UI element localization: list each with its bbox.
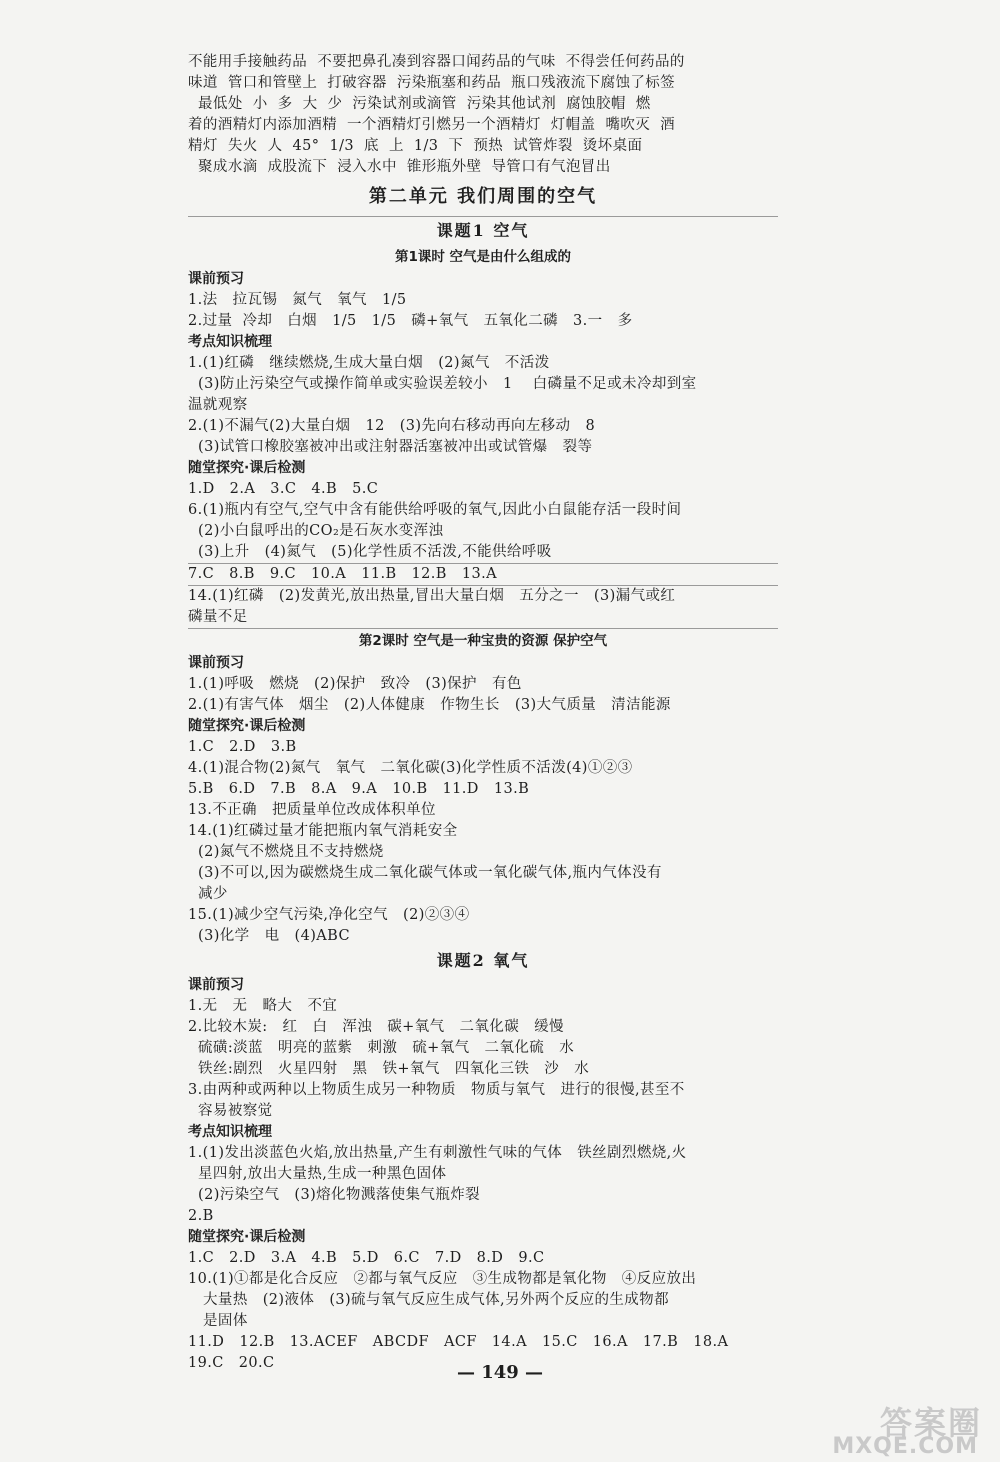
answer-line: 1.无 无 略大 不宜	[188, 998, 338, 1014]
answer-line: (3)不可以,因为碳燃烧生成二氧化碳气体或一氧化碳气体,瓶内气体没有	[188, 865, 662, 881]
answer-block	[188, 586, 778, 628]
answer-line: 温就观察	[188, 397, 248, 413]
watermark-text: 答案圈	[879, 1404, 982, 1442]
lesson2-title: 第2课时 空气是一种宝贵的资源 保护空气	[358, 633, 608, 649]
answer-line: 硫磺:淡蓝 明亮的蓝紫 刺激 硫+氧气 二氧化硫 水	[188, 1040, 575, 1056]
answer-line: (2)氮气不燃烧且不支持燃烧	[188, 844, 384, 860]
answer-line: 味道 管口和管壁上 打破容器 污染瓶塞和药品 瓶口残液流下腐蚀了标签	[188, 75, 676, 91]
answer-line: 11.D 12.B 13.ACEF ABCDF ACF 14.A 15.C 16.A 17.B 18.A	[188, 1334, 729, 1350]
answer-line: 2.(1)不漏气(2)大量白烟 12 (3)先向右移动再向左移动 8	[188, 418, 596, 434]
lesson1-title: 第1课时 空气是由什么组成的	[394, 249, 572, 265]
answer-line: (2)小白鼠呼出的CO₂是石灰水变浑浊	[188, 523, 444, 539]
answer-line: 1.(1)呼吸 燃烧 (2)保护 致冷 (3)保护 有色	[188, 676, 522, 692]
answer-line: (3)上升 (4)氮气 (5)化学性质不活泼,不能供给呼吸	[188, 544, 552, 560]
watermark-logo	[792, 1398, 982, 1458]
answer-line: 1.D 2.A 3.C 4.B 5.C	[188, 481, 379, 497]
answer-line: 精灯 失火 人 45° 1/3 底 上 1/3 下 预热 试管炸裂 烫坏桌面	[188, 138, 643, 154]
answer-line: 1.C 2.D 3.B	[188, 739, 297, 755]
answer-line: 1.(1)红磷 继续燃烧,生成大量白烟 (2)氮气 不活泼	[188, 355, 550, 371]
answer-line: 是固体	[188, 1313, 248, 1329]
answer-line: 2.过量 冷却 白烟 1/5 1/5 磷+氧气 五氧化二磷 3.一 多	[188, 313, 633, 329]
answer-line: 1.(1)发出淡蓝色火焰,放出热量,产生有刺激性气味的气体 铁丝剧烈燃烧,火	[188, 1145, 687, 1161]
section-heading: 课前预习	[188, 655, 244, 671]
answer-line: 2.比较木炭: 红 白 浑浊 碳+氧气 二氧化碳 缓慢	[188, 1019, 564, 1035]
answer-block	[188, 1248, 778, 1374]
topic2-title: 课题2 氧气	[436, 951, 530, 970]
answer-line: 不能用手接触药品 不要把鼻孔凑到容器口闻药品的气味 不得尝任何药品的	[188, 54, 685, 70]
answer-line: 3.由两种或两种以上物质生成另一种物质 物质与氧气 进行的很慢,甚至不	[188, 1082, 685, 1098]
answer-line: 14.(1)红磷 (2)发黄光,放出热量,冒出大量白烟 五分之一 (3)漏气或红	[188, 588, 676, 604]
answer-line: (2)污染空气 (3)熔化物溅落使集气瓶炸裂	[188, 1187, 481, 1203]
answer-line: 星四射,放出大量热,生成一种黑色固体	[188, 1166, 447, 1182]
answer-line: (3)试管口橡胶塞被冲出或注射器活塞被冲出或试管爆 裂等	[188, 439, 593, 455]
answer-line: 10.(1)①都是化合反应 ②都与氧气反应 ③生成物都是氧化物 ④反应放出	[188, 1271, 697, 1287]
answer-line: 2.(1)有害气体 烟尘 (2)人体健康 作物生长 (3)大气质量 清洁能源	[188, 697, 671, 713]
answer-line: 14.(1)红磷过量才能把瓶内氧气消耗安全	[188, 823, 458, 839]
answer-line: 2.B	[188, 1208, 214, 1224]
answer-block	[188, 564, 778, 585]
answer-line: 6.(1)瓶内有空气,空气中含有能供给呼吸的氧气,因此小白鼠能存活一段时间	[188, 502, 682, 518]
answer-block	[188, 1143, 778, 1227]
answer-line: 铁丝:剧烈 火星四射 黑 铁+氧气 四氧化三铁 沙 水	[188, 1061, 590, 1077]
answer-block	[188, 479, 778, 563]
section-heading: 课前预习	[188, 977, 244, 993]
answer-line: 着的酒精灯内添加酒精 一个酒精灯引燃另一个酒精灯 灯帽盖 嘴吹灭 酒	[188, 117, 676, 133]
section-heading: 考点知识梳理	[188, 1124, 272, 1140]
section-heading: 考点知识梳理	[188, 334, 272, 350]
answer-line: 1.C 2.D 3.A 4.B 5.D 6.C 7.D 8.D 9.C	[188, 1250, 545, 1266]
answer-line: 13.不正确 把质量单位改成体积单位	[188, 802, 436, 818]
answer-line: 容易被察觉	[188, 1103, 273, 1119]
answer-page	[188, 52, 778, 1374]
answer-block	[188, 290, 778, 332]
answer-block	[188, 996, 778, 1122]
answer-line: 最低处 小 多 大 少 污染试剂或滴管 污染其他试剂 腐蚀胶帽 燃	[188, 96, 651, 112]
section-heading: 课前预习	[188, 271, 244, 287]
section-heading: 随堂探究·课后检测	[188, 718, 306, 734]
answer-line: (3)化学 电 (4)ABC	[188, 928, 350, 944]
answer-line: 15.(1)减少空气污染,净化空气 (2)②③④	[188, 907, 470, 923]
answer-line: 5.B 6.D 7.B 8.A 9.A 10.B 11.D 13.B	[188, 781, 530, 797]
section-heading: 随堂探究·课后检测	[188, 460, 306, 476]
intro-block	[188, 52, 778, 178]
answer-line: 聚成水滴 成股流下 浸入水中 锥形瓶外壁 导管口有气泡冒出	[188, 159, 611, 175]
watermark-url: MXQE.COM	[832, 1434, 978, 1459]
answer-line: 大量热 (2)液体 (3)硫与氧气反应生成气体,另外两个反应的生成物都	[188, 1292, 669, 1308]
answer-line: 减少	[188, 886, 228, 902]
answer-line: 磷量不足	[188, 609, 248, 625]
unit-title: 第二单元 我们周围的空气	[368, 186, 598, 207]
answer-block	[188, 674, 778, 716]
answer-line: (3)防止污染空气或操作简单或实验误差较小 1 白磷量不足或未冷却到室	[188, 376, 697, 392]
answer-line: 19.C 20.C	[188, 1355, 275, 1371]
answer-line: 7.C 8.B 9.C 10.A 11.B 12.B 13.A	[188, 566, 498, 582]
page-number: — 149 —	[456, 1362, 544, 1383]
section-heading: 随堂探究·课后检测	[188, 1229, 306, 1245]
answer-block	[188, 737, 778, 947]
answer-line: 1.法 拉瓦锡 氮气 氧气 1/5	[188, 292, 407, 308]
answer-block	[188, 353, 778, 458]
answer-line: 4.(1)混合物(2)氮气 氧气 二氧化碳(3)化学性质不活泼(4)①②③	[188, 760, 633, 776]
topic1-title: 课题1 空气	[436, 221, 530, 240]
